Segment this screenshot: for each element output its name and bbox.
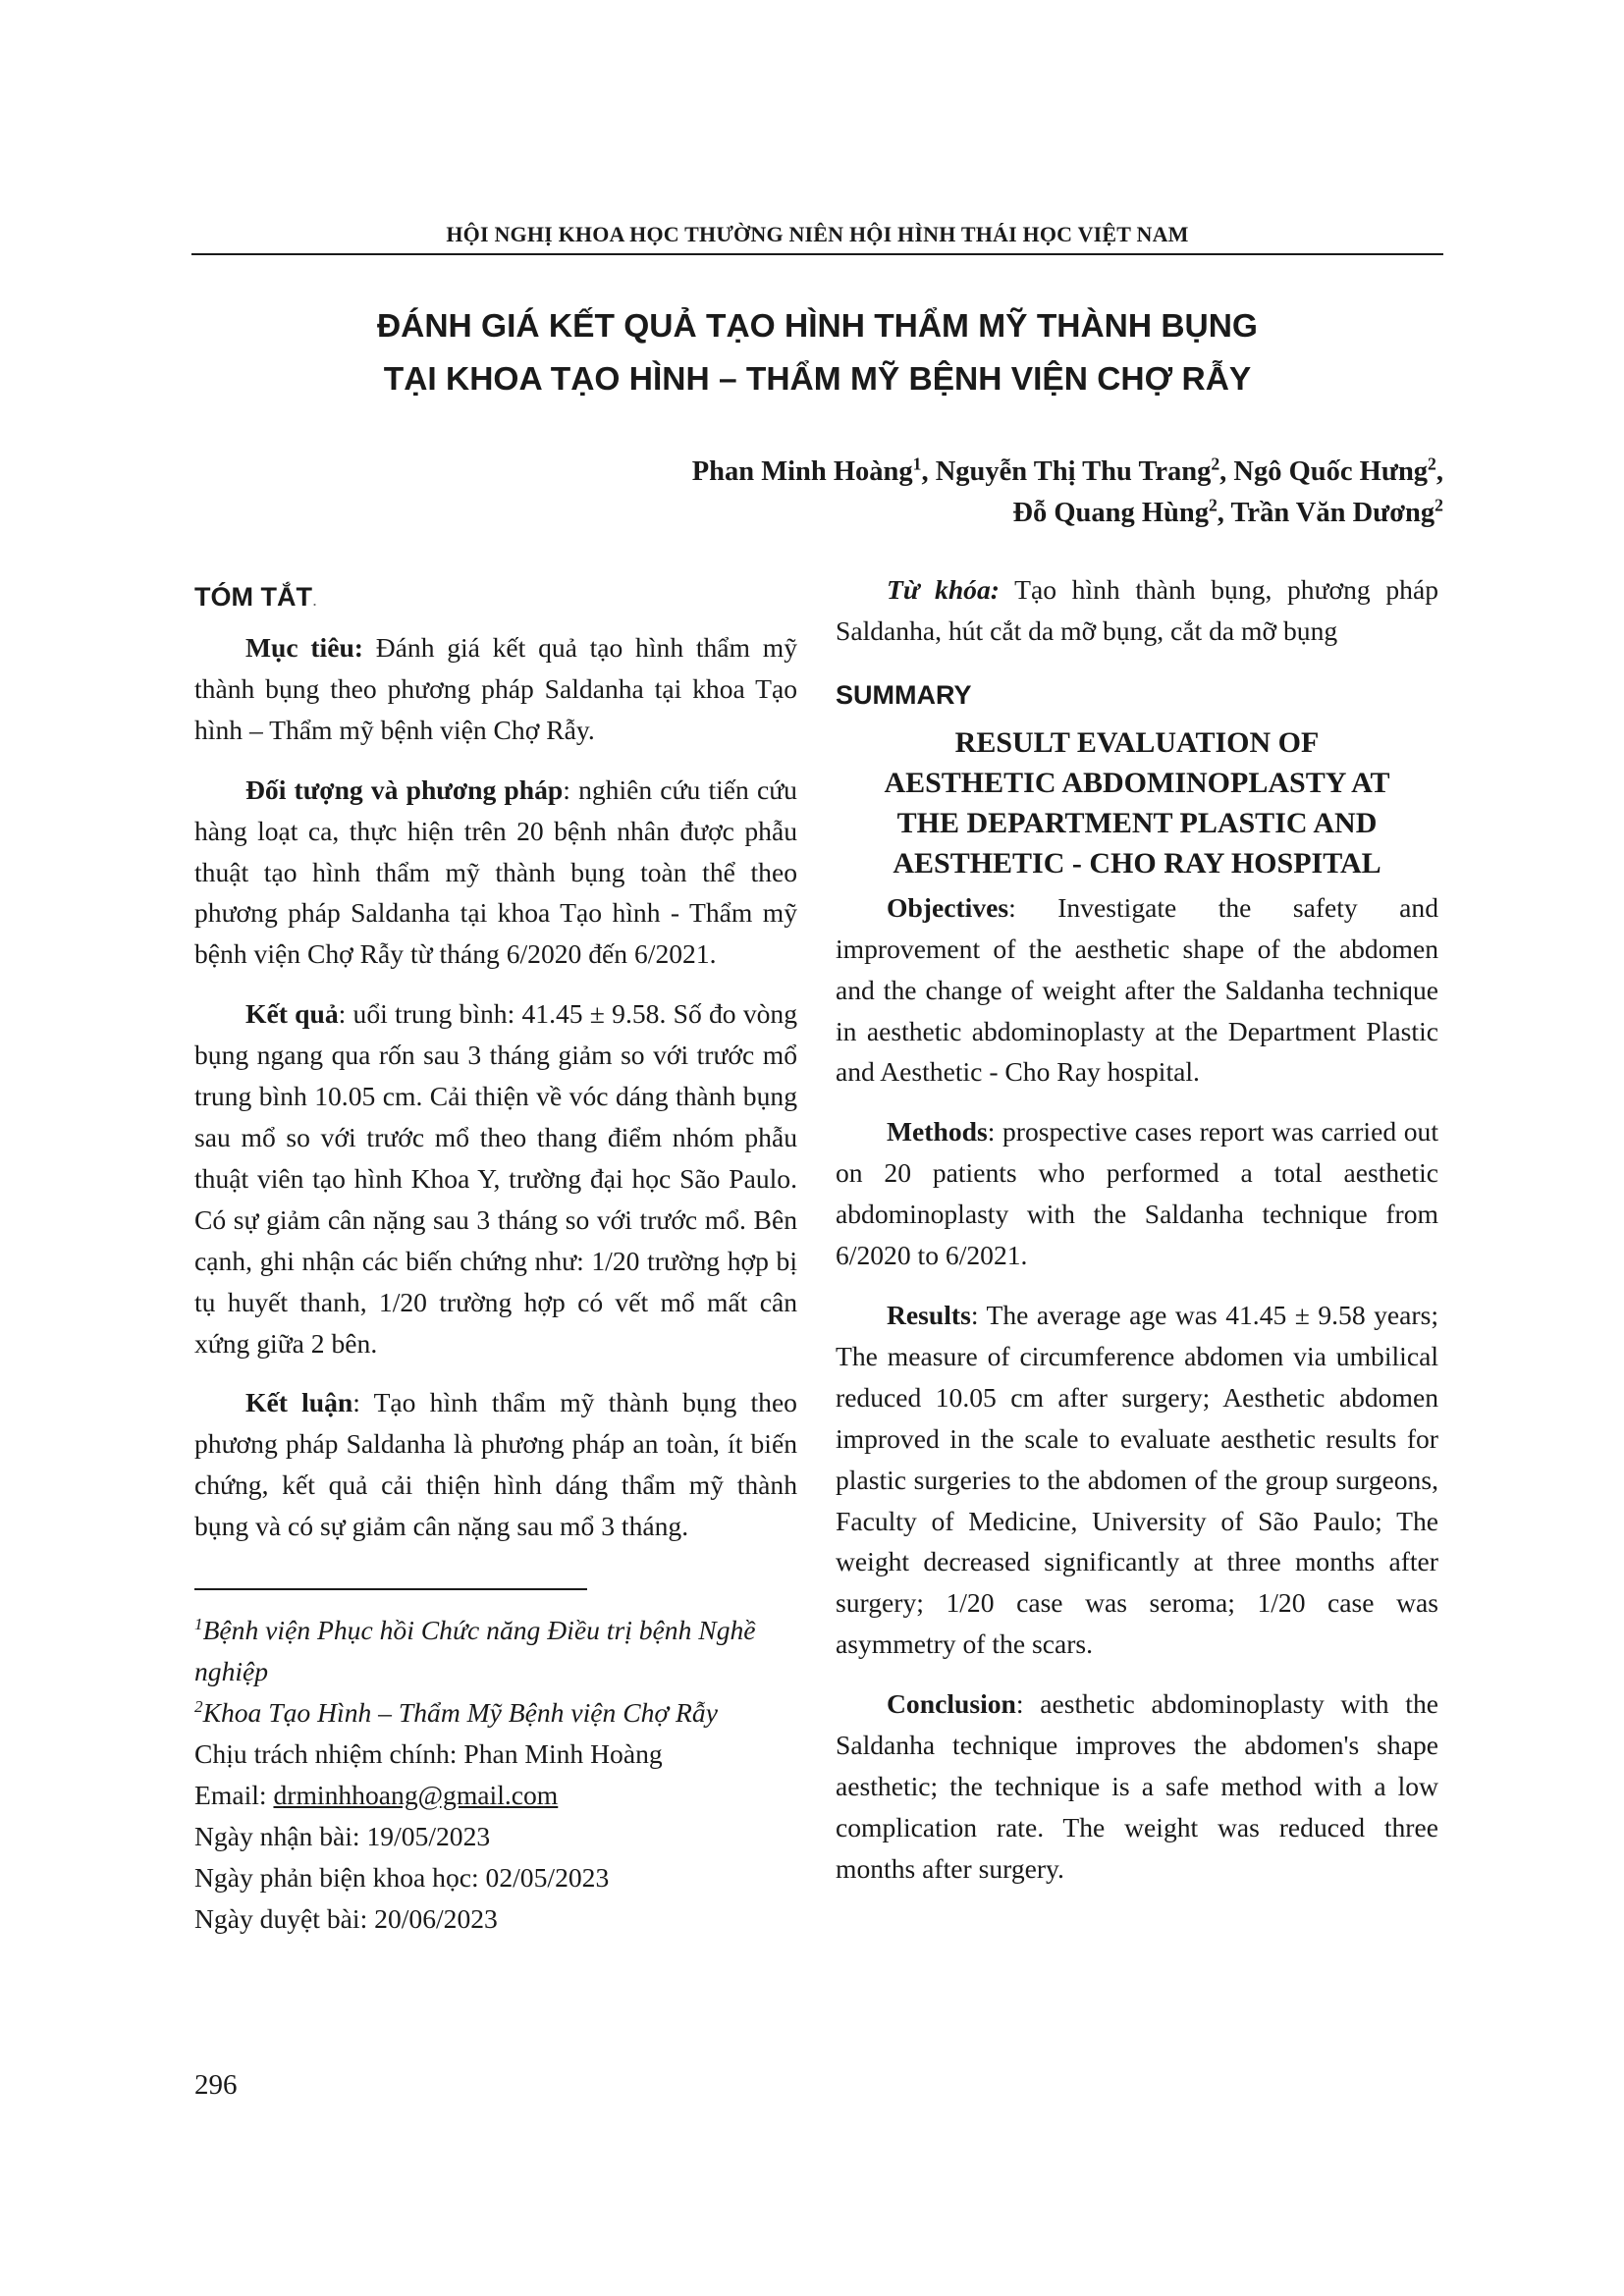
- results-label: Kết quả: [245, 998, 339, 1030]
- abstract-heading-tail: .: [311, 590, 317, 610]
- page-number: 296: [194, 2069, 238, 2101]
- objectives-text: : Investigate the safety and improvement of the aesthetic shape of the abdomen and the change of weight after the Saldanha technique in aesthetic abdominoplasty at the Department Plastic and Aesthetic - Cho Ray hospital.: [836, 891, 1438, 1088]
- abstract-objective: [194, 627, 797, 751]
- received-date: Ngày nhận bài: 19/05/2023: [194, 1821, 491, 1852]
- english-title-line: AESTHETIC - CHO RAY HOSPITAL: [893, 846, 1381, 880]
- header-rule: [191, 253, 1443, 255]
- author-separator: ,: [1217, 498, 1231, 528]
- english-title: [836, 722, 1438, 883]
- author-name: Phan Minh Hoàng: [691, 456, 913, 487]
- author-name: Ngô Quốc Hưng: [1233, 456, 1429, 487]
- author-name: Trần Văn Dương: [1230, 498, 1435, 528]
- author-affiliation: 2: [1435, 495, 1443, 515]
- email-link[interactable]: drminhhoang@gmail.com: [273, 1780, 559, 1811]
- author-line-1: [692, 452, 1443, 493]
- keywords: [836, 569, 1438, 652]
- corresponding-author: Chịu trách nhiệm chính: Phan Minh Hoàng: [194, 1738, 663, 1770]
- author-affiliation: 1: [912, 454, 922, 474]
- methods-text: : nghiên cứu tiến cứu hàng loạt ca, thực hiện trên 20 bệnh nhân được phẫu thuật tạo hình thẩm mỹ thành bụng toàn thể theo phương pháp Saldanha tại khoa Tạo hình - Thẩm mỹ bệnh viện Chợ Rẫy từ tháng 6/2020 đến 6/2021.: [194, 774, 797, 970]
- title-line-2: TẠI KHOA TẠO HÌNH – THẨM MỸ BỆNH VIỆN CHỢ RẪY: [383, 361, 1252, 398]
- results-text: : The average age was 41.45 ± 9.58 years; The measure of circumference abdomen via umbilical reduced 10.05 cm after surgery; Aesthetic abdomen improved in the scale to evaluate aesthetic results for plastic surgeries to the abdomen of the group surgeons, Faculty of Medicine, University of São Paulo; The weight decreased significantly at three months after surgery; 1/20 case was seroma; 1/20 case was asymmetry of the scars.: [836, 1299, 1438, 1660]
- author-name: Nguyễn Thị Thu Trang: [935, 456, 1212, 487]
- results-label: Results: [887, 1299, 971, 1330]
- conclusion-text: : Tạo hình thẩm mỹ thành bụng theo phương pháp Saldanha là phương pháp an toàn, ít biến chứng, kết quả cải thiện hình dáng thẩm mỹ thành bụng và có sự giảm cân nặng sau mổ 3 tháng.: [194, 1387, 797, 1542]
- english-title-line: AESTHETIC ABDOMINOPLASTY AT: [884, 766, 1390, 799]
- left-column: [194, 569, 797, 1940]
- english-title-line: THE DEPARTMENT PLASTIC AND: [896, 806, 1378, 839]
- keywords-text: Tạo hình thành bụng, phương pháp Saldanha, hút cắt da mỡ bụng, cắt da mỡ bụng: [836, 574, 1438, 646]
- author-affiliation: 2: [1211, 454, 1220, 474]
- author-separator: ,: [1435, 456, 1443, 487]
- abstract-results: [194, 993, 797, 1363]
- conclusion-text: : aesthetic abdominoplasty with the Saldanha technique improves the abdomen's shape aesthetic; the technique is a safe method with a low complication rate. The weight was reduced three months after surgery.: [836, 1688, 1438, 1884]
- author-line-2: [692, 493, 1443, 534]
- title-line-1: ĐÁNH GIÁ KẾT QUẢ TẠO HÌNH THẨM MỸ THÀNH BỤNG: [376, 308, 1258, 345]
- accepted-date: Ngày duyệt bài: 20/06/2023: [194, 1903, 498, 1935]
- author-separator: ,: [921, 456, 936, 487]
- objective-text: Đánh giá kết quả tạo hình thẩm mỹ thành bụng theo phương pháp Saldanha tại khoa Tạo hình – Thẩm mỹ bệnh viện Chợ Rẫy.: [194, 632, 797, 745]
- summary-heading: SUMMARY: [836, 679, 972, 710]
- article-title: [191, 300, 1443, 406]
- author-affiliation: 2: [1208, 495, 1218, 515]
- methods-label: Đối tượng và phương pháp: [245, 774, 564, 805]
- reviewed-date: Ngày phản biện khoa học: 02/05/2023: [194, 1862, 610, 1894]
- author-affiliation: 2: [1428, 454, 1436, 474]
- abstract-conclusion: [194, 1382, 797, 1547]
- footnote-marker: 2: [194, 1696, 203, 1716]
- footnote-text: Khoa Tạo Hình – Thẩm Mỹ Bệnh viện Chợ Rẫy: [202, 1697, 718, 1729]
- running-header: HỘI NGHỊ KHOA HỌC THƯỜNG NIÊN HỘI HÌNH THÁI HỌC VIỆT NAM: [446, 222, 1189, 246]
- abstract-methods: [194, 770, 797, 976]
- author-name: Đỗ Quang Hùng: [1012, 498, 1209, 528]
- footnote-affiliation-2: [194, 1692, 797, 1734]
- english-title-line: RESULT EVALUATION OF: [954, 725, 1320, 759]
- methods-text: : prospective cases report was carried out on 20 patients who performed a total aesthetic abdominoplasty with the Saldanha technique from 6/2020 to 6/2021.: [836, 1116, 1438, 1271]
- abstract-heading-text: TÓM TẮT: [194, 582, 312, 612]
- footnote-text: Bệnh viện Phục hồi Chức năng Điều trị bệnh Nghề nghiệp: [194, 1615, 756, 1687]
- abstract-heading: [194, 575, 797, 621]
- email-line: [194, 1775, 797, 1816]
- summary-objectives: [836, 887, 1438, 1094]
- footnote-marker: 1: [194, 1614, 203, 1633]
- methods-label: Methods: [887, 1116, 988, 1148]
- email-label: Email:: [194, 1780, 274, 1811]
- keywords-label: Từ khóa:: [887, 574, 1000, 605]
- results-text: : uổi trung bình: 41.45 ± 9.58. Số đo vòng bụng ngang qua rốn sau 3 tháng giảm so với trước mổ trung bình 10.05 cm. Cải thiện về vóc dáng thành bụng sau mổ so với trước mổ theo thang điểm nhóm phẫu thuật viên tạo hình Khoa Y, trường đại học São Paulo. Có sự giảm cân nặng sau 3 tháng so với trước mổ. Bên cạnh, ghi nhận các biến chứng như: 1/20 trường hợp bị tụ huyết thanh, 1/20 trường hợp có vết mổ mất cân xứng giữa 2 bên.: [194, 998, 798, 1359]
- author-separator: ,: [1219, 456, 1234, 487]
- objectives-label: Objectives: [887, 891, 1009, 923]
- summary-results: [836, 1295, 1438, 1665]
- right-column: [836, 569, 1438, 1908]
- author-list: [692, 452, 1443, 534]
- summary-methods: [836, 1111, 1438, 1276]
- footnote-affiliation-1: [194, 1610, 797, 1692]
- conclusion-label: Conclusion: [887, 1688, 1016, 1720]
- footnote-rule: [194, 1588, 587, 1590]
- conclusion-label: Kết luận: [245, 1387, 353, 1418]
- objective-label: Mục tiêu:: [245, 632, 363, 663]
- summary-conclusion: [836, 1683, 1438, 1890]
